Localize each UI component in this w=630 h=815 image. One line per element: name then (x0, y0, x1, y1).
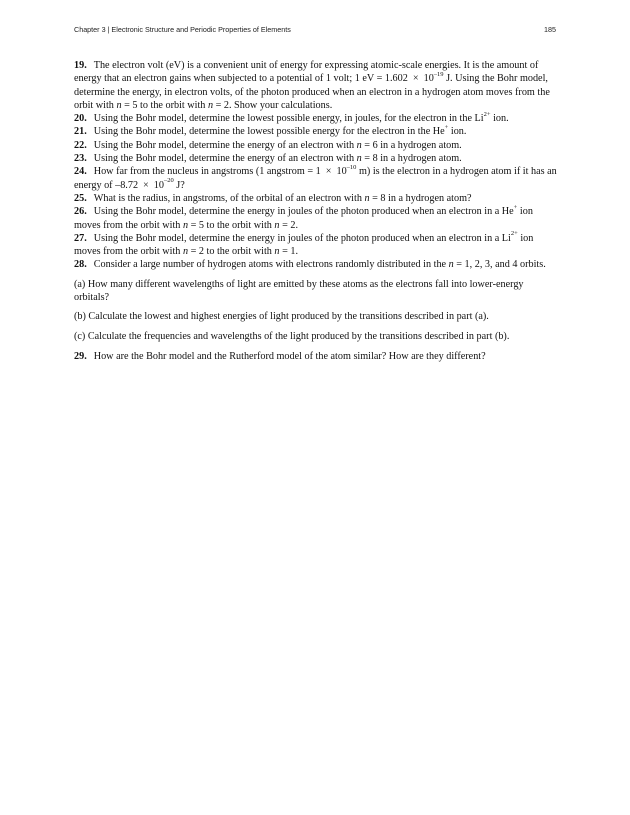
page-number: 185 (544, 25, 556, 34)
exercise-27: 27. Using the Bohr model, determine the energy in joules of the photon produced when an electron in a $Li^{2+}$ ion moves from the orbit with n = 2 to the orbit with n = 1. (74, 230, 534, 258)
times-symbol: × (325, 166, 332, 178)
exercise-29: 29. How are the Bohr model and the Rutherford model of the atom similar? How are they different? (74, 350, 486, 362)
chapter-title: Chapter 3 | Electronic Structure and Periodic Properties of Elements (74, 25, 291, 34)
exercise-number: 27. (74, 232, 87, 244)
exercise-number: 22. (74, 139, 87, 151)
exercise-number: 28. (74, 259, 87, 271)
exercise-28-part-c: (c) Calculate the frequencies and wavelengths of the light produced by the transitions described in part (b). (74, 330, 510, 342)
exercise-20: 20. Using the Bohr model, determine the lowest possible energy, in joules, for the electron in the $Li^{2+}$ ion. (74, 110, 509, 125)
exercise-23: 23. Using the Bohr model, determine the energy of an electron with n = 8 in a hydrogen atom. (74, 153, 462, 165)
exercise-number: 23. (74, 153, 87, 165)
exercise-28: 28. Consider a large number of hydrogen atoms with electrons randomly distributed in the n = 1, 2, 3, and 4 orbits. (74, 259, 546, 271)
exercise-number: 26. (74, 206, 87, 218)
exercise-21: 21. Using the Bohr model, determine the lowest possible energy for the electron in the He+ ion. (74, 124, 467, 138)
exercise-26: 26. Using the Bohr model, determine the energy in joules of the photon produced when an electron in a He+ ion moves from the orbit with n = 5 to the orbit with n = 2. (74, 203, 533, 231)
exercise-number: 20. (74, 113, 87, 125)
exercise-28-part-b: (b) Calculate the lowest and highest energies of light produced by the transitions described in part (a). (74, 311, 489, 323)
exercise-24: 24. How far from the nucleus in angstroms (1 angstrom = $1 \times 10^{-10}$ m) is the electron in a hydrogen atom if it has an energy of $-8.72 \times 10^{-20}$ J? (74, 163, 557, 191)
exercise-list (74, 59, 558, 363)
exercise-22: 22. Using the Bohr model, determine the energy of an electron with n = 6 in a hydrogen atom. (74, 139, 462, 151)
exercise-28-part-a: (a) How many different wavelengths of light are emitted by these atoms as the electrons fall into lower-energy orbitals? (74, 278, 524, 304)
exercise-19: 19. The electron volt (eV) is a convenient unit of energy for expressing atomic-scale energies. It is the amount of energy that an electron gains when subjected to a potential of 1 volt; 1 eV = $1.602 \times 10^{-19}$ J. Using the Bohr model, determine the energy, in electron volts, of the photon produced when an electron in a hydrogen atom moves from the orbit with n = 5 to the orbit with n = 2. Show your calculations. (74, 60, 550, 111)
exercise-number: 19. (74, 60, 87, 71)
exercise-number: 21. (74, 126, 87, 138)
exercise-number: 29. (74, 350, 87, 362)
times-symbol: × (143, 179, 149, 191)
exercise-number: 24. (74, 166, 87, 178)
times-symbol: × (412, 73, 419, 85)
exercise-25: 25. What is the radius, in angstroms, of the orbital of an electron with n = 8 in a hydrogen atom? (74, 192, 472, 204)
exercise-number: 25. (74, 192, 87, 204)
